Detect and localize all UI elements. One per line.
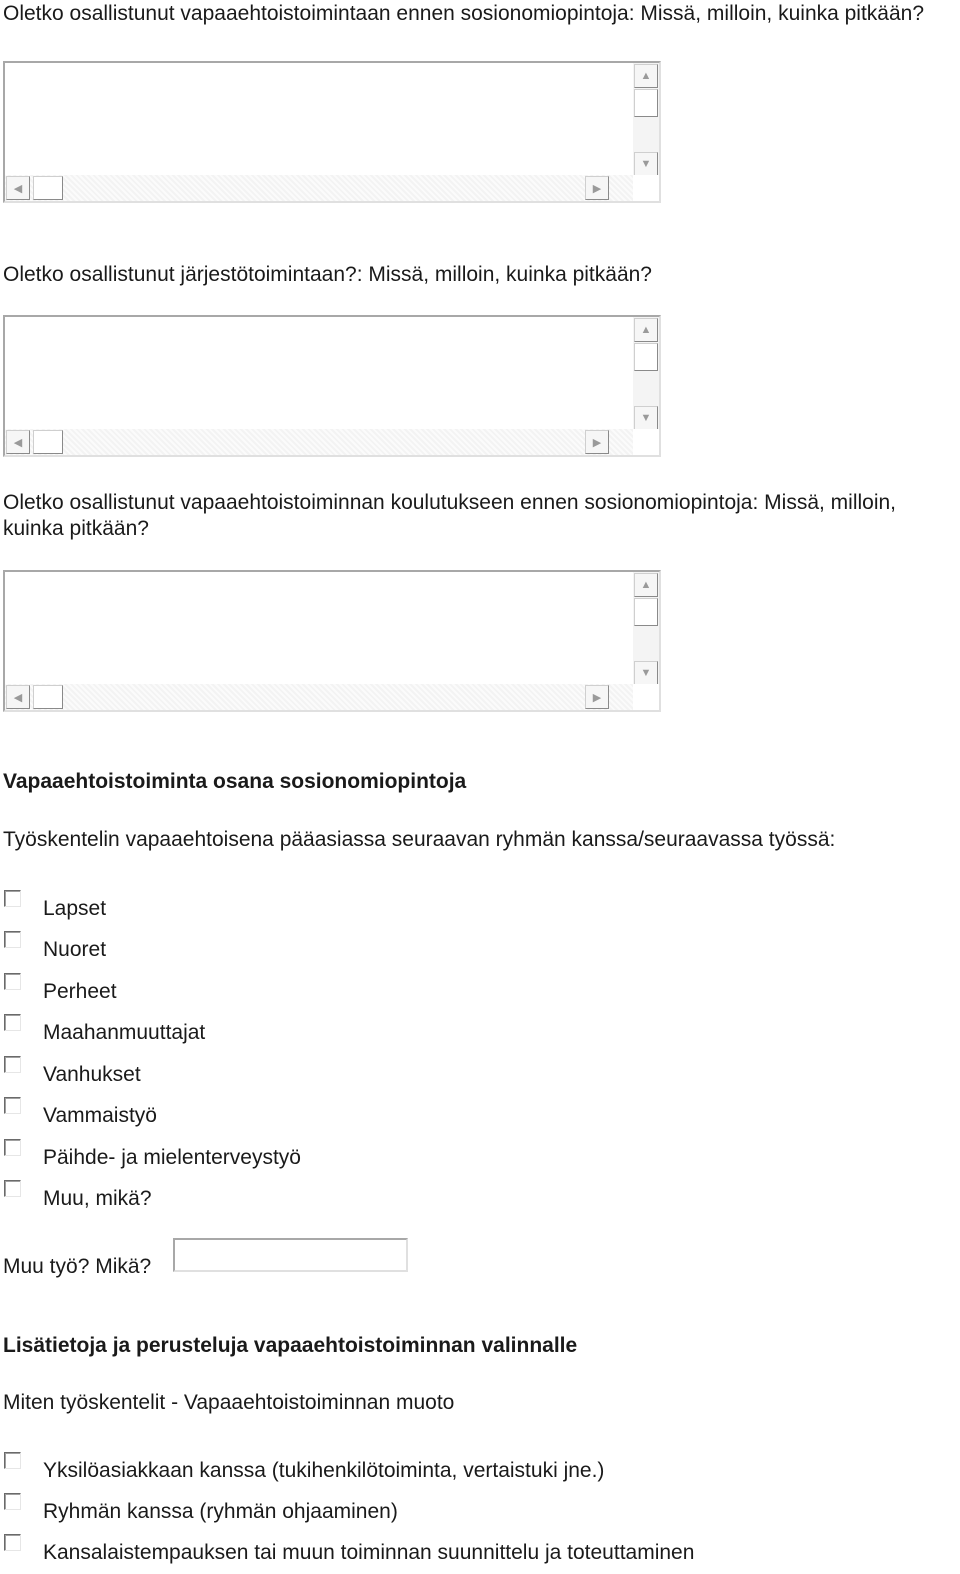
option-label: Nuoret (43, 938, 107, 961)
scroll-down-icon[interactable]: ▼ (634, 152, 658, 176)
checkbox[interactable] (4, 890, 21, 907)
option-label: Päihde- ja mielenterveystyö (43, 1146, 301, 1169)
scroll-left-icon[interactable]: ◀ (6, 685, 30, 709)
option-row[interactable] (0, 1014, 900, 1054)
checkbox[interactable] (4, 973, 21, 990)
horizontal-scrollbar[interactable] (5, 429, 635, 455)
checkbox[interactable] (4, 1097, 21, 1114)
scroll-thumb[interactable] (634, 343, 658, 371)
option-row[interactable] (0, 1139, 900, 1179)
checkbox[interactable] (4, 1493, 21, 1510)
other-work-input[interactable] (173, 1238, 408, 1272)
option-label: Maahanmuuttajat (43, 1021, 206, 1044)
scroll-left-icon[interactable]: ◀ (6, 430, 30, 454)
option-row[interactable] (0, 1056, 900, 1096)
horizontal-scrollbar[interactable] (5, 684, 635, 710)
option-label: Vammaistyö (43, 1104, 157, 1127)
option-label: Ryhmän kanssa (ryhmän ohjaaminen) (43, 1500, 398, 1523)
option-label: Muu, mikä? (43, 1187, 152, 1210)
option-row[interactable] (0, 1452, 900, 1492)
answer-textarea-1[interactable] (3, 61, 661, 203)
option-row[interactable] (0, 973, 900, 1013)
scroll-thumb[interactable] (634, 89, 658, 117)
checkbox[interactable] (4, 1056, 21, 1073)
checkbox[interactable] (4, 1139, 21, 1156)
scroll-right-icon[interactable]: ▶ (585, 430, 609, 454)
scroll-left-icon[interactable]: ◀ (6, 176, 30, 200)
scroll-down-icon[interactable]: ▼ (634, 406, 658, 430)
work-form-question: Miten työskentelit - Vapaaehtoistoiminnan muoto (3, 1391, 455, 1414)
question-1-label: Oletko osallistunut vapaaehtoistoimintaan ennen sosionomiopintoja: Missä, milloin, kuinka pitkään? (3, 2, 925, 25)
checkbox[interactable] (4, 1014, 21, 1031)
vertical-scrollbar[interactable] (633, 572, 659, 686)
checkbox[interactable] (4, 1452, 21, 1469)
option-label: Lapset (43, 897, 107, 920)
option-label: Perheet (43, 980, 117, 1003)
section-heading-volunteering: Vapaaehtoistoiminta osana sosionomiopintoja (3, 770, 467, 793)
question-3-label: Oletko osallistunut vapaaehtoistoiminnan koulutukseen ennen sosionomiopintoja: Missä, milloin, kuinka pitkään? (3, 491, 897, 540)
scroll-up-icon[interactable]: ▲ (634, 318, 658, 342)
answer-textarea-2[interactable] (3, 315, 661, 457)
scroll-right-icon[interactable]: ▶ (585, 685, 609, 709)
scroll-right-icon[interactable]: ▶ (585, 176, 609, 200)
other-work-label: Muu työ? Mikä? (3, 1255, 152, 1278)
option-row[interactable] (0, 1180, 900, 1220)
scroll-corner (633, 429, 659, 455)
option-label: Yksilöasiakkaan kanssa (tukihenkilötoiminta, vertaistuki jne.) (43, 1459, 605, 1482)
section-heading-details: Lisätietoja ja perusteluja vapaaehtoistoiminnan valinnalle (3, 1334, 578, 1357)
scroll-thumb[interactable] (33, 685, 63, 709)
horizontal-scrollbar[interactable] (5, 175, 635, 201)
checkbox[interactable] (4, 1534, 21, 1551)
scroll-up-icon[interactable]: ▲ (634, 573, 658, 597)
scroll-thumb[interactable] (33, 176, 63, 200)
scroll-up-icon[interactable]: ▲ (634, 64, 658, 88)
question-2-label: Oletko osallistunut järjestötoimintaan?: Missä, milloin, kuinka pitkään? (3, 263, 652, 286)
target-group-question: Työskentelin vapaaehtoisena pääasiassa seuraavan ryhmän kanssa/seuraavassa työssä: (3, 828, 836, 851)
checkbox[interactable] (4, 931, 21, 948)
option-row[interactable] (0, 1493, 900, 1533)
scroll-thumb[interactable] (33, 430, 63, 454)
scroll-thumb[interactable] (634, 598, 658, 626)
option-label: Kansalaistempauksen tai muun toiminnan suunnittelu ja toteuttaminen (43, 1541, 695, 1564)
scroll-down-icon[interactable]: ▼ (634, 661, 658, 685)
option-row[interactable] (0, 1534, 900, 1574)
option-label: Vanhukset (43, 1063, 141, 1086)
option-row[interactable] (0, 1097, 900, 1137)
vertical-scrollbar[interactable] (633, 317, 659, 431)
checkbox[interactable] (4, 1180, 21, 1197)
option-row[interactable] (0, 890, 900, 930)
answer-textarea-3[interactable] (3, 570, 661, 712)
option-row[interactable] (0, 931, 900, 971)
scroll-corner (633, 684, 659, 710)
scroll-corner (633, 175, 659, 201)
vertical-scrollbar[interactable] (633, 63, 659, 177)
